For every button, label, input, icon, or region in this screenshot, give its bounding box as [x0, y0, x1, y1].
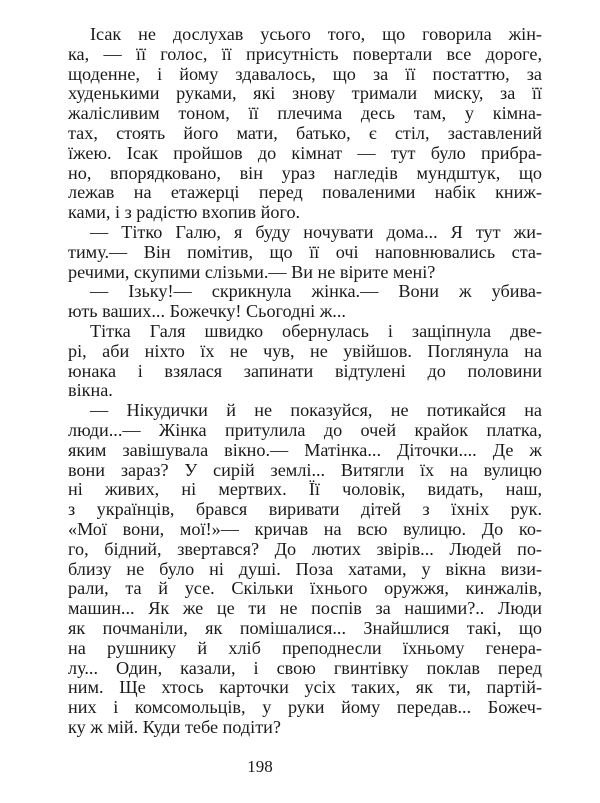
text-line: — Нікудички й не показуйся, не потикайся на	[90, 400, 542, 421]
page-number: 198	[247, 757, 273, 776]
text-line: яким завішувала вікно.— Матінка... Діточки.... Де ж	[68, 439, 542, 460]
text-line: юнака і взялася запинати відтулені до половини	[68, 360, 542, 381]
text-line: но, впорядковано, він ураз нагледів мундштук, що	[68, 162, 542, 183]
text-line: ку ж мій. Куди тебе подіти?	[68, 716, 281, 737]
text-line: рі, аби ніхто їх не чув, не увійшов. Поглянула на	[68, 340, 542, 361]
text-line: щоденне, і йому здавалось, що за її постаттю, за	[68, 63, 542, 84]
text-line: жалісливим тоном, її плечима десь там, у кімна-	[68, 103, 542, 124]
text-line: речими, скупими слізьми.— Ви не вірите мені?	[68, 261, 436, 282]
text-line: ка, — її голос, її присутність повертали все дороге,	[68, 43, 542, 64]
text-line: ють ваших... Божечку! Сьогодні ж...	[68, 301, 346, 322]
text-line: машин... Як же це ти не поспів за нашими?.. Люди	[68, 598, 542, 619]
text-line: ками, і з радістю вхопив його.	[68, 202, 301, 223]
text-line: близу не було ні душі. Поза хатами, у вікна визи-	[68, 558, 542, 579]
text-line: лежав на етажерці перед поваленими набік книж-	[68, 182, 542, 203]
text-line: худенькими руками, які знову тримали миску, за її	[68, 83, 542, 104]
text-line: «Мої вони, мої!»— кричав на всю вулицю. До ко-	[68, 518, 542, 539]
text-line: них і комсомольців, у руки йому передав... Божеч-	[68, 697, 542, 718]
text-line: ні живих, ні мертвих. Її чоловік, видать, наш,	[68, 479, 542, 500]
text-line: лу... Один, казали, і свою гвинтівку поклав перед	[68, 657, 542, 678]
text-line: як почманіли, як помішалися... Знайшлися такі, що	[68, 617, 542, 638]
text-line: вони зараз? У сирій землі... Витягли їх на вулицю	[68, 459, 542, 480]
text-line: ним. Ще хтось карточки усіх таких, як ти, партій-	[68, 677, 542, 698]
text-line: тиму.— Він помітив, що її очі наповнювались ста-	[68, 241, 542, 262]
text-line: на рушнику й хліб преподнесли їхньому генера-	[68, 637, 542, 658]
text-line: рали, та й усе. Скільки їхнього оружжя, кинжалів,	[68, 578, 542, 599]
text-line: їжею. Ісак пройшов до кімнат — тут було прибра-	[68, 142, 542, 163]
text-line: люди...— Жінка притулила до очей крайок платка,	[68, 419, 542, 440]
page-body-text	[68, 25, 542, 738]
text-line: — Ізьку!— скрикнула жінка.— Вони ж убива-	[90, 281, 542, 302]
text-line: з українців, брався виривати дітей з їхніх рук.	[68, 499, 542, 520]
text-line: тах, стоять його мати, батько, є стіл, заставлений	[68, 122, 542, 143]
text-line: го, бідний, звертався? До лютих звірів... Людей по-	[68, 538, 542, 559]
text-line: — Тітко Галю, я буду ночувати дома... Я тут жи-	[90, 221, 542, 242]
text-line: Ісак не дослухав усього того, що говорила жін-	[90, 24, 542, 44]
text-line: Тітка Галя швидко обернулась і защіпнула две-	[90, 320, 542, 341]
text-line: вікна.	[68, 380, 113, 401]
